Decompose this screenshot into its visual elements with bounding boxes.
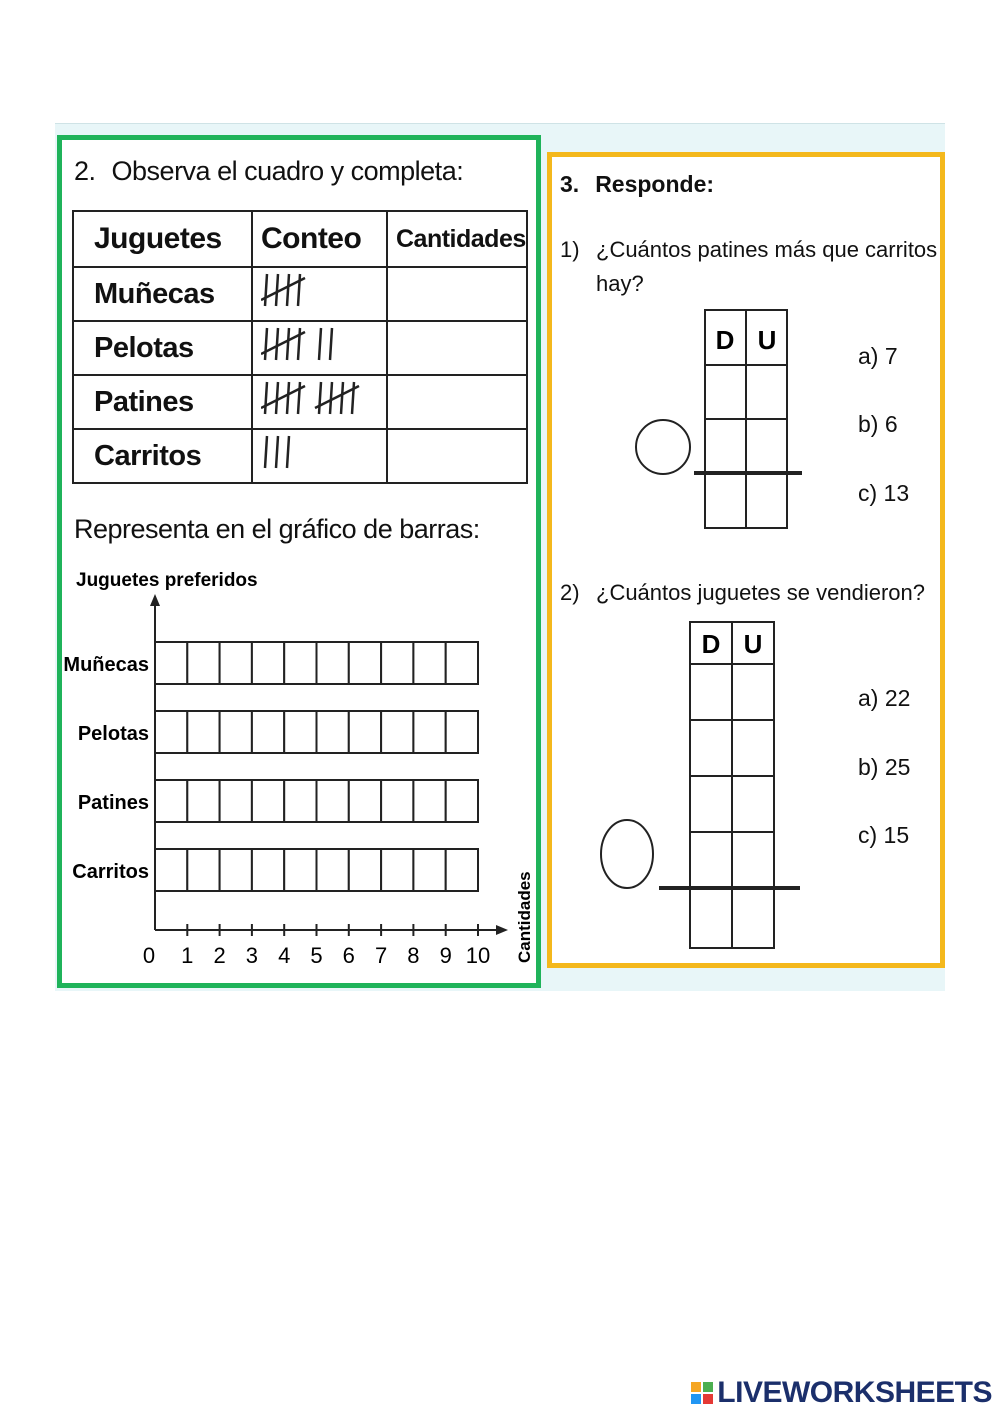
tally-stroke (287, 274, 289, 306)
tally-icon (261, 378, 386, 418)
bar-cell[interactable] (284, 711, 316, 753)
bar-cell[interactable] (413, 849, 445, 891)
bar-cell[interactable] (252, 711, 284, 753)
bar-cell[interactable] (284, 849, 316, 891)
category-label: Muñecas (63, 654, 149, 676)
question-2-text: ¿Cuántos juguetes se vendieron? (596, 580, 925, 605)
bar-cell[interactable] (317, 780, 349, 822)
bar-cell[interactable] (187, 780, 219, 822)
category-label: Carritos (72, 861, 149, 883)
bar-cell[interactable] (155, 711, 187, 753)
tally-icon (261, 270, 386, 310)
bar-cell[interactable] (446, 642, 478, 684)
tally-icon (261, 432, 386, 472)
amount-cell[interactable] (387, 267, 527, 321)
tally-marks (252, 267, 387, 321)
header-d: D (715, 325, 735, 355)
x-tick-label: 1 (181, 943, 194, 968)
bar-cell[interactable] (317, 711, 349, 753)
bar-cell[interactable] (381, 780, 413, 822)
tally-marks (252, 321, 387, 375)
x-tick-label: 4 (278, 943, 291, 968)
logo-square-icon (691, 1394, 701, 1404)
tally-stroke (276, 274, 278, 306)
tally-stroke (330, 382, 332, 414)
header-juguetes: Juguetes (73, 211, 252, 267)
section-3-number: 3. (560, 171, 580, 197)
tally-marks (252, 375, 387, 429)
x-tick-label: 10 (465, 943, 491, 968)
x-tick-label: 2 (213, 943, 226, 968)
tally-stroke (265, 274, 267, 306)
table-row (73, 321, 527, 375)
x-axis-label: Cantidades (515, 871, 534, 963)
tally-stroke (265, 382, 267, 414)
toy-name: Muñecas (73, 267, 252, 321)
bar-cell[interactable] (381, 642, 413, 684)
tally-stroke (341, 382, 343, 414)
x-tick-label: 9 (439, 943, 452, 968)
header-cantidades: Cantidades (387, 211, 527, 267)
tally-stroke (298, 382, 300, 414)
bar-cell[interactable] (446, 849, 478, 891)
bar-cell[interactable] (349, 780, 381, 822)
bar-cell[interactable] (446, 780, 478, 822)
liveworksheets-logo (691, 1376, 992, 1410)
tally-stroke (287, 328, 289, 360)
option-1b[interactable]: b) 6 (858, 411, 898, 437)
section-2-number: 2. (74, 156, 96, 186)
amount-cell[interactable] (387, 429, 527, 483)
section-2-title-text: Observa el cuadro y completa: (111, 156, 464, 186)
section-2-title (74, 156, 463, 187)
tally-stroke (352, 382, 354, 414)
bar-cell[interactable] (317, 642, 349, 684)
operator-circle-1[interactable] (636, 420, 690, 474)
bar-cell[interactable] (413, 642, 445, 684)
table-row (73, 429, 527, 483)
toy-name: Pelotas (73, 321, 252, 375)
x-tick-label: 3 (245, 943, 259, 968)
tally-stroke (265, 436, 267, 468)
bar-cell[interactable] (284, 780, 316, 822)
logo-square-icon (703, 1382, 713, 1392)
tally-stroke (287, 436, 289, 468)
toy-name: Patines (73, 375, 252, 429)
bar-cell[interactable] (155, 642, 187, 684)
bar-cell[interactable] (317, 849, 349, 891)
option-2b[interactable]: b) 25 (858, 754, 911, 780)
bar-cell[interactable] (220, 849, 252, 891)
option-1c[interactable]: c) 13 (858, 480, 910, 506)
x-tick-label: 0 (142, 943, 156, 968)
bar-cell[interactable] (252, 780, 284, 822)
du-grid-1 (636, 310, 802, 528)
amount-cell[interactable] (387, 375, 527, 429)
bar-cell[interactable] (252, 849, 284, 891)
tally-stroke (298, 328, 300, 360)
bar-cell[interactable] (187, 711, 219, 753)
option-2c[interactable]: c) 15 (858, 822, 910, 848)
section-2-panel (57, 135, 541, 988)
bar-cell[interactable] (220, 711, 252, 753)
question-1-text-2: hay? (596, 271, 644, 296)
du-grid-2 (601, 622, 800, 948)
option-1a[interactable]: a) 7 (858, 343, 898, 369)
logo-text: LIVEWORKSHEETS (717, 1376, 992, 1409)
x-tick-label: 7 (374, 943, 388, 968)
tally-stroke (287, 382, 289, 414)
bar-cell[interactable] (413, 711, 445, 753)
tally-stroke (276, 328, 278, 360)
amount-cell[interactable] (387, 321, 527, 375)
x-axis-arrow-icon (496, 925, 508, 935)
header-d: D (701, 629, 721, 659)
bar-cell[interactable] (187, 642, 219, 684)
bar-cell[interactable] (446, 711, 478, 753)
logo-square-icon (691, 1382, 701, 1392)
toy-name: Carritos (73, 429, 252, 483)
question-1-number: 1) (560, 237, 580, 262)
tally-marks (252, 429, 387, 483)
tally-stroke (298, 274, 300, 306)
question-1-text: ¿Cuántos patines más que carritos (596, 237, 938, 262)
section-3-panel (547, 152, 945, 968)
y-axis-arrow-icon (150, 594, 160, 606)
bar-cell[interactable] (349, 849, 381, 891)
tally-table-header (73, 211, 527, 267)
bar-cell[interactable] (349, 642, 381, 684)
bar-cell[interactable] (381, 711, 413, 753)
bar-cell[interactable] (187, 849, 219, 891)
bar-cell[interactable] (252, 642, 284, 684)
x-tick-label: 8 (407, 943, 420, 968)
logo-square-icon (703, 1394, 713, 1404)
tally-stroke (265, 328, 267, 360)
table-row (73, 267, 527, 321)
bar-chart (62, 560, 536, 980)
tally-stroke (276, 382, 278, 414)
tally-stroke (319, 382, 321, 414)
category-label: Pelotas (77, 723, 149, 745)
bar-cell[interactable] (349, 711, 381, 753)
bar-cell[interactable] (284, 642, 316, 684)
header-u: U (743, 629, 763, 659)
bar-cell[interactable] (220, 642, 252, 684)
logo-mark-icon (691, 1382, 713, 1404)
tally-table (72, 210, 528, 484)
section-3-title-text: Responde: (595, 171, 715, 197)
bar-cell[interactable] (155, 780, 187, 822)
bar-cell[interactable] (381, 849, 413, 891)
graph-instruction: Representa en el gráfico de barras: (74, 514, 480, 544)
bar-cell[interactable] (155, 849, 187, 891)
tally-icon (261, 324, 386, 364)
x-tick-label: 5 (310, 943, 323, 968)
question-2-number: 2) (560, 580, 580, 605)
header-u: U (757, 325, 777, 355)
y-axis-label: Juguetes preferidos (76, 570, 258, 591)
question-2 (560, 576, 925, 610)
table-row (73, 375, 527, 429)
operator-circle-2[interactable] (601, 820, 653, 888)
header-conteo: Conteo (252, 211, 387, 267)
tally-stroke (319, 328, 321, 360)
category-label: Patines (77, 792, 149, 814)
tally-stroke (330, 328, 332, 360)
bar-cell[interactable] (220, 780, 252, 822)
tally-stroke (276, 436, 278, 468)
option-2a[interactable]: a) 22 (858, 685, 911, 711)
x-tick-label: 6 (342, 943, 355, 968)
bar-cell[interactable] (413, 780, 445, 822)
